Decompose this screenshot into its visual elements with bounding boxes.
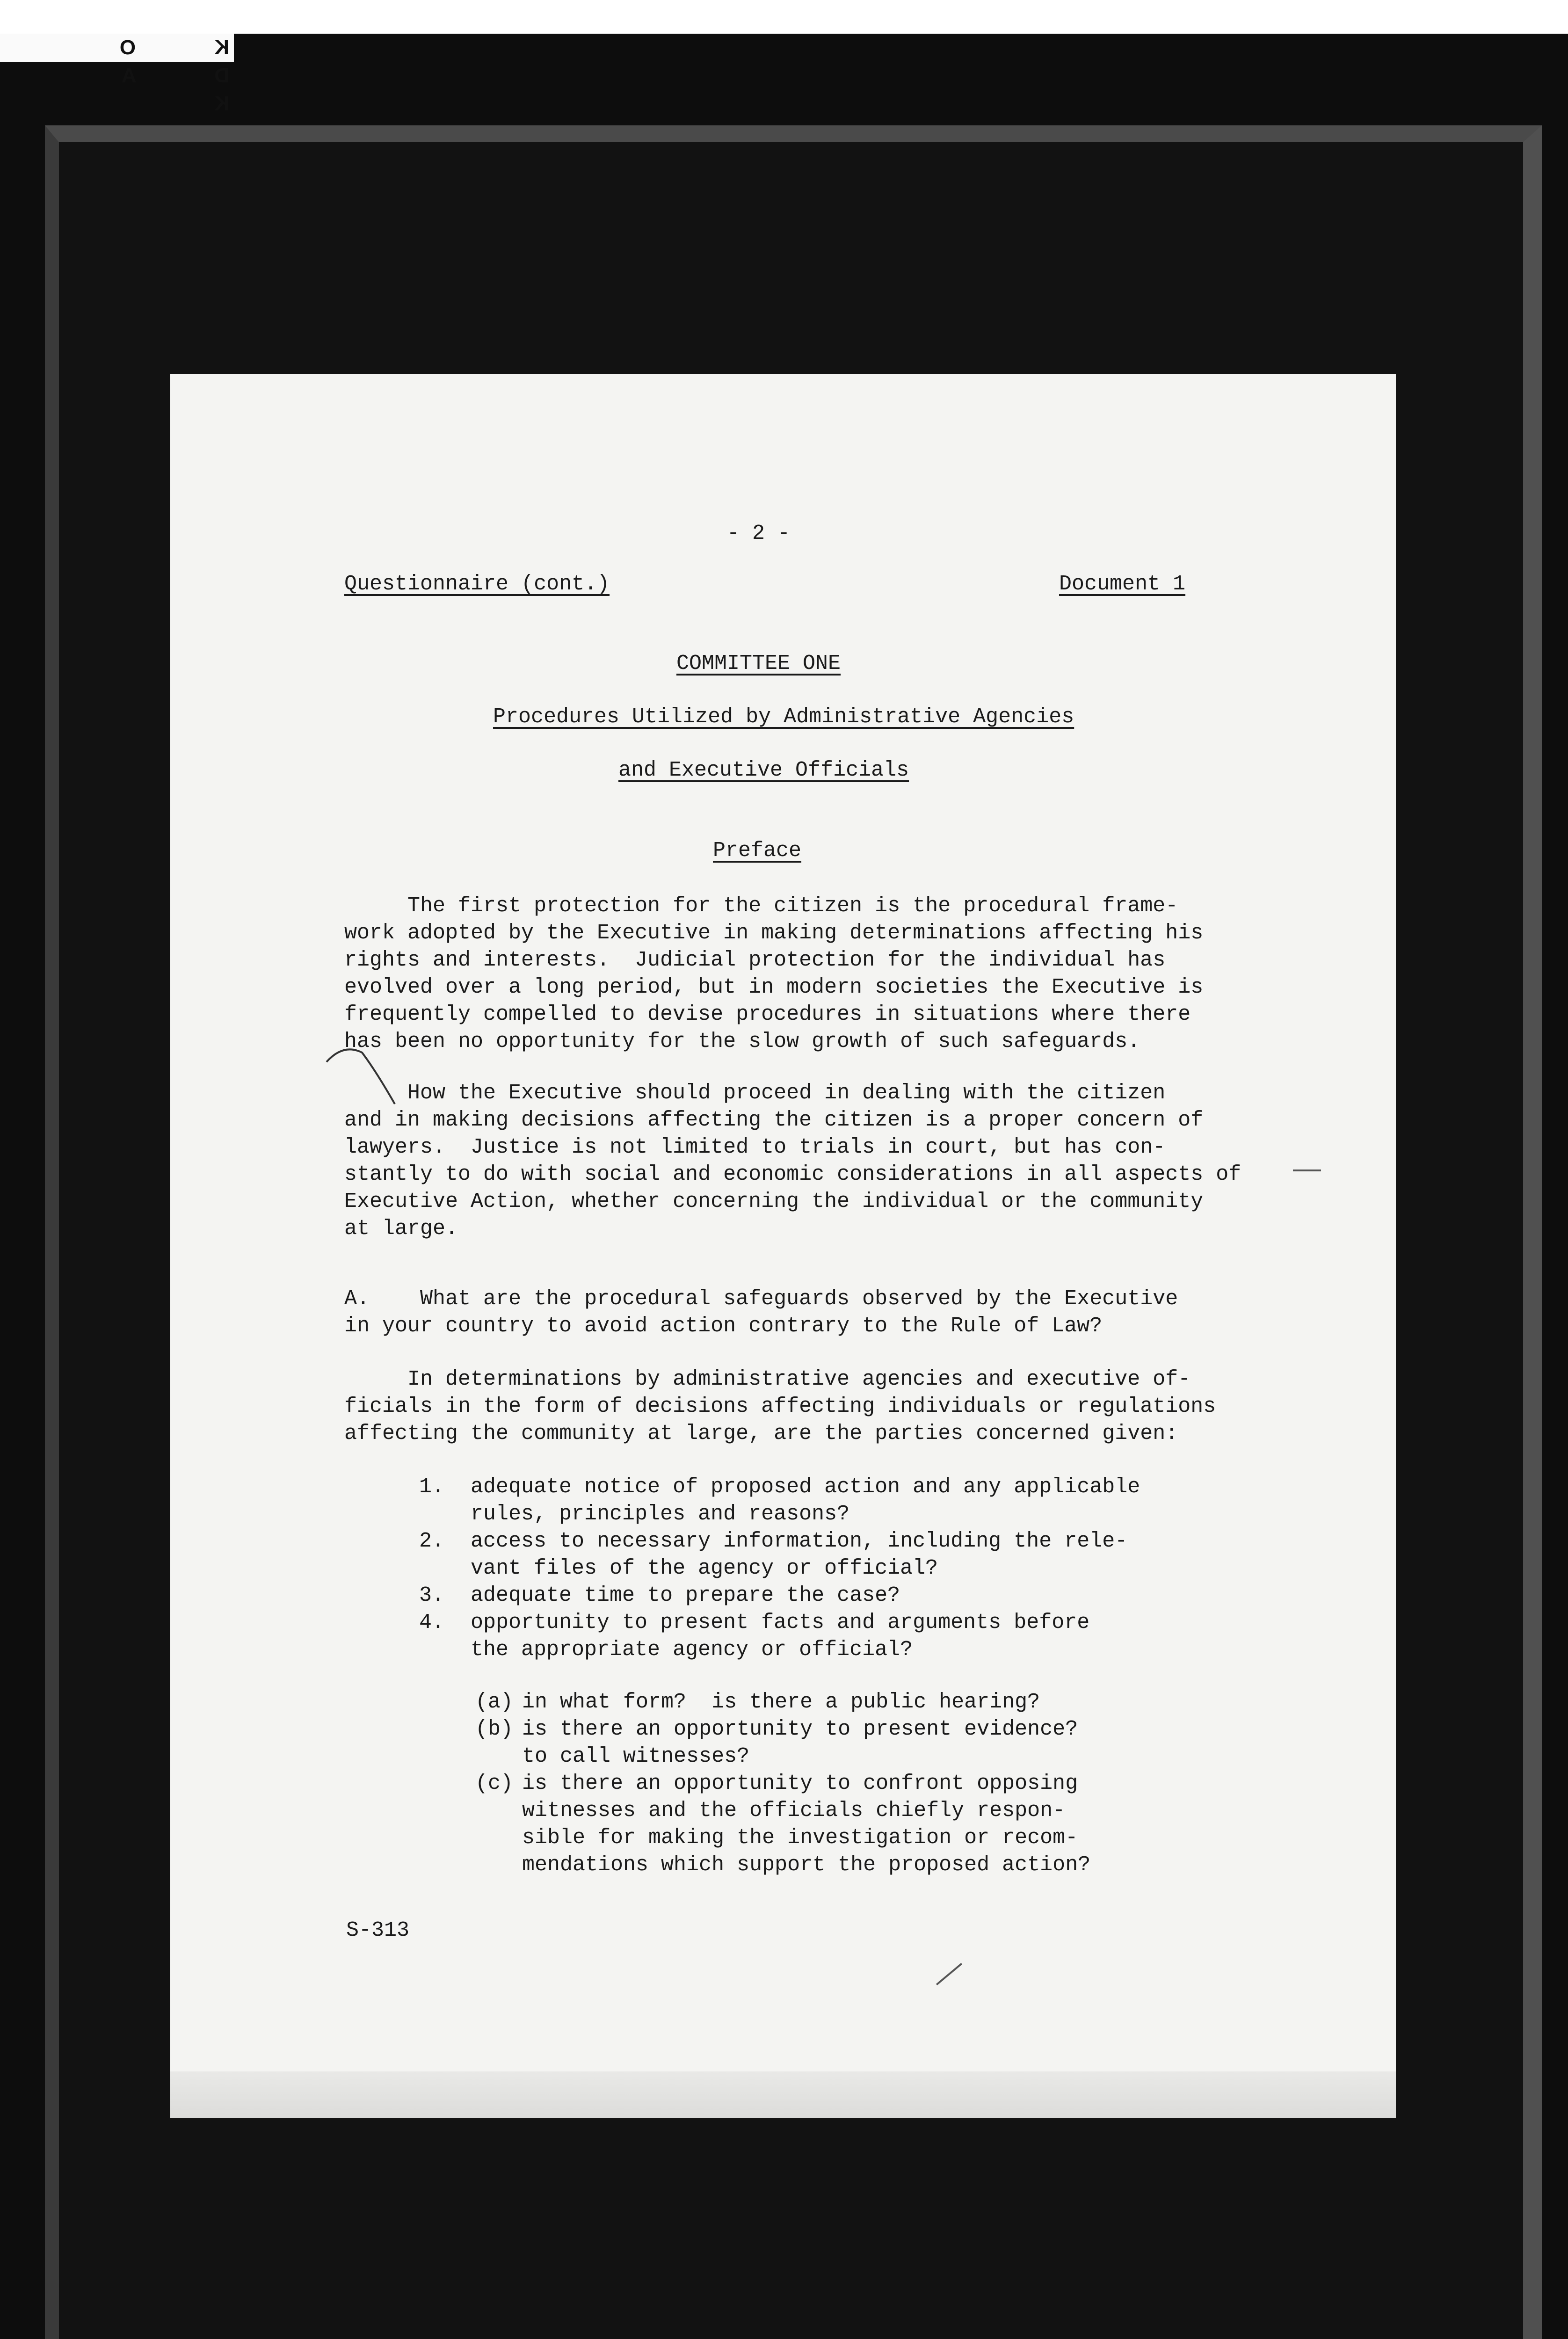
paragraph-line: at large.	[344, 1217, 458, 1241]
paragraph-line: has been no opportunity for the slow growth of such safeguards.	[344, 1030, 1140, 1053]
stray-mark	[936, 1963, 962, 1985]
list-text: the appropriate agency or official?	[471, 1638, 913, 1662]
paragraph-line: stantly to do with social and economic considerations in all aspects of	[344, 1162, 1241, 1186]
committee-heading: COMMITTEE ONE	[676, 652, 841, 676]
page-bottom-shade	[170, 2071, 1396, 2118]
paragraph-line: lawyers. Justice is not limited to trials in court, but has con-	[344, 1135, 1166, 1159]
sub-item-label: (c)	[475, 1772, 514, 1795]
document-page	[170, 374, 1396, 2118]
list-number: 1.	[419, 1475, 445, 1499]
sub-item-text: to call witnesses?	[522, 1744, 750, 1768]
paragraph-line: How the Executive should proceed in dealing with the citizen	[344, 1081, 1166, 1105]
paragraph-line: in your country to avoid action contrary to the Rule of Law?	[344, 1314, 1103, 1338]
pencil-correction-mark	[325, 1029, 399, 1109]
preface-heading: Preface	[713, 839, 802, 863]
title-line-2: and Executive Officials	[618, 758, 909, 782]
preface-paragraph-2	[344, 1080, 1241, 1242]
sub-item-text: sible for making the investigation or recom-	[522, 1826, 1078, 1850]
sub-item-text: witnesses and the officials chiefly respon-	[522, 1799, 1066, 1823]
paragraph-line: affecting the community at large, are the parties concerned given:	[344, 1422, 1178, 1446]
sub-item-text: in what form? is there a public hearing?	[522, 1690, 1040, 1714]
list-text: opportunity to present facts and arguments before	[471, 1611, 1090, 1634]
paragraph-line: evolved over a long period, but in modern societies the Executive is	[344, 975, 1204, 999]
list-number: 3.	[419, 1584, 445, 1607]
paragraph-line: frequently compelled to devise procedures in situations where there	[344, 1002, 1191, 1026]
list-number: 4.	[419, 1611, 445, 1634]
sub-item-label: (a)	[475, 1690, 514, 1714]
document-code: S-313	[346, 1918, 410, 1942]
list-text: rules, principles and reasons?	[471, 1502, 850, 1526]
film-top-margin	[0, 0, 1568, 34]
list-number: 2.	[419, 1529, 445, 1553]
film-edge-code: K O D A K	[0, 34, 234, 62]
paragraph-line: work adopted by the Executive in making determinations affecting his	[344, 921, 1204, 945]
paragraph-line: rights and interests. Judicial protection for the individual has	[344, 948, 1166, 972]
list-text: access to necessary information, including the rele-	[471, 1529, 1128, 1553]
paragraph-line: Executive Action, whether concerning the individual or the community	[344, 1190, 1204, 1213]
sub-item-text: is there an opportunity to confront opposing	[522, 1772, 1078, 1795]
sub-item-text: mendations which support the proposed action?	[522, 1853, 1091, 1877]
paragraph-line: and in making decisions affecting the citizen is a proper concern of	[344, 1108, 1204, 1132]
page-number: - 2 -	[727, 522, 791, 545]
paragraph-line: The first protection for the citizen is the procedural frame-	[344, 894, 1178, 918]
sub-item-text: is there an opportunity to present evidence?	[522, 1717, 1078, 1741]
sub-item-label: (b)	[475, 1717, 514, 1741]
paragraph-line: ficials in the form of decisions affecting individuals or regulations	[344, 1395, 1216, 1418]
list-text: adequate time to prepare the case?	[471, 1584, 900, 1607]
preface-paragraph-1	[344, 893, 1203, 1055]
stray-mark	[1293, 1170, 1321, 1171]
list-text: adequate notice of proposed action and any applicable	[471, 1475, 1140, 1499]
paragraph-line: In determinations by administrative agencies and executive of-	[344, 1367, 1191, 1391]
paragraph-line: A. What are the procedural safeguards observed by the Executive	[344, 1287, 1178, 1311]
title-line-1: Procedures Utilized by Administrative Agencies	[493, 705, 1074, 729]
list-text: vant files of the agency or official?	[471, 1556, 938, 1580]
question-a	[344, 1286, 1178, 1340]
header-left: Questionnaire (cont.)	[344, 572, 610, 596]
intro-paragraph	[344, 1366, 1216, 1447]
header-right: Document 1	[1059, 572, 1186, 596]
